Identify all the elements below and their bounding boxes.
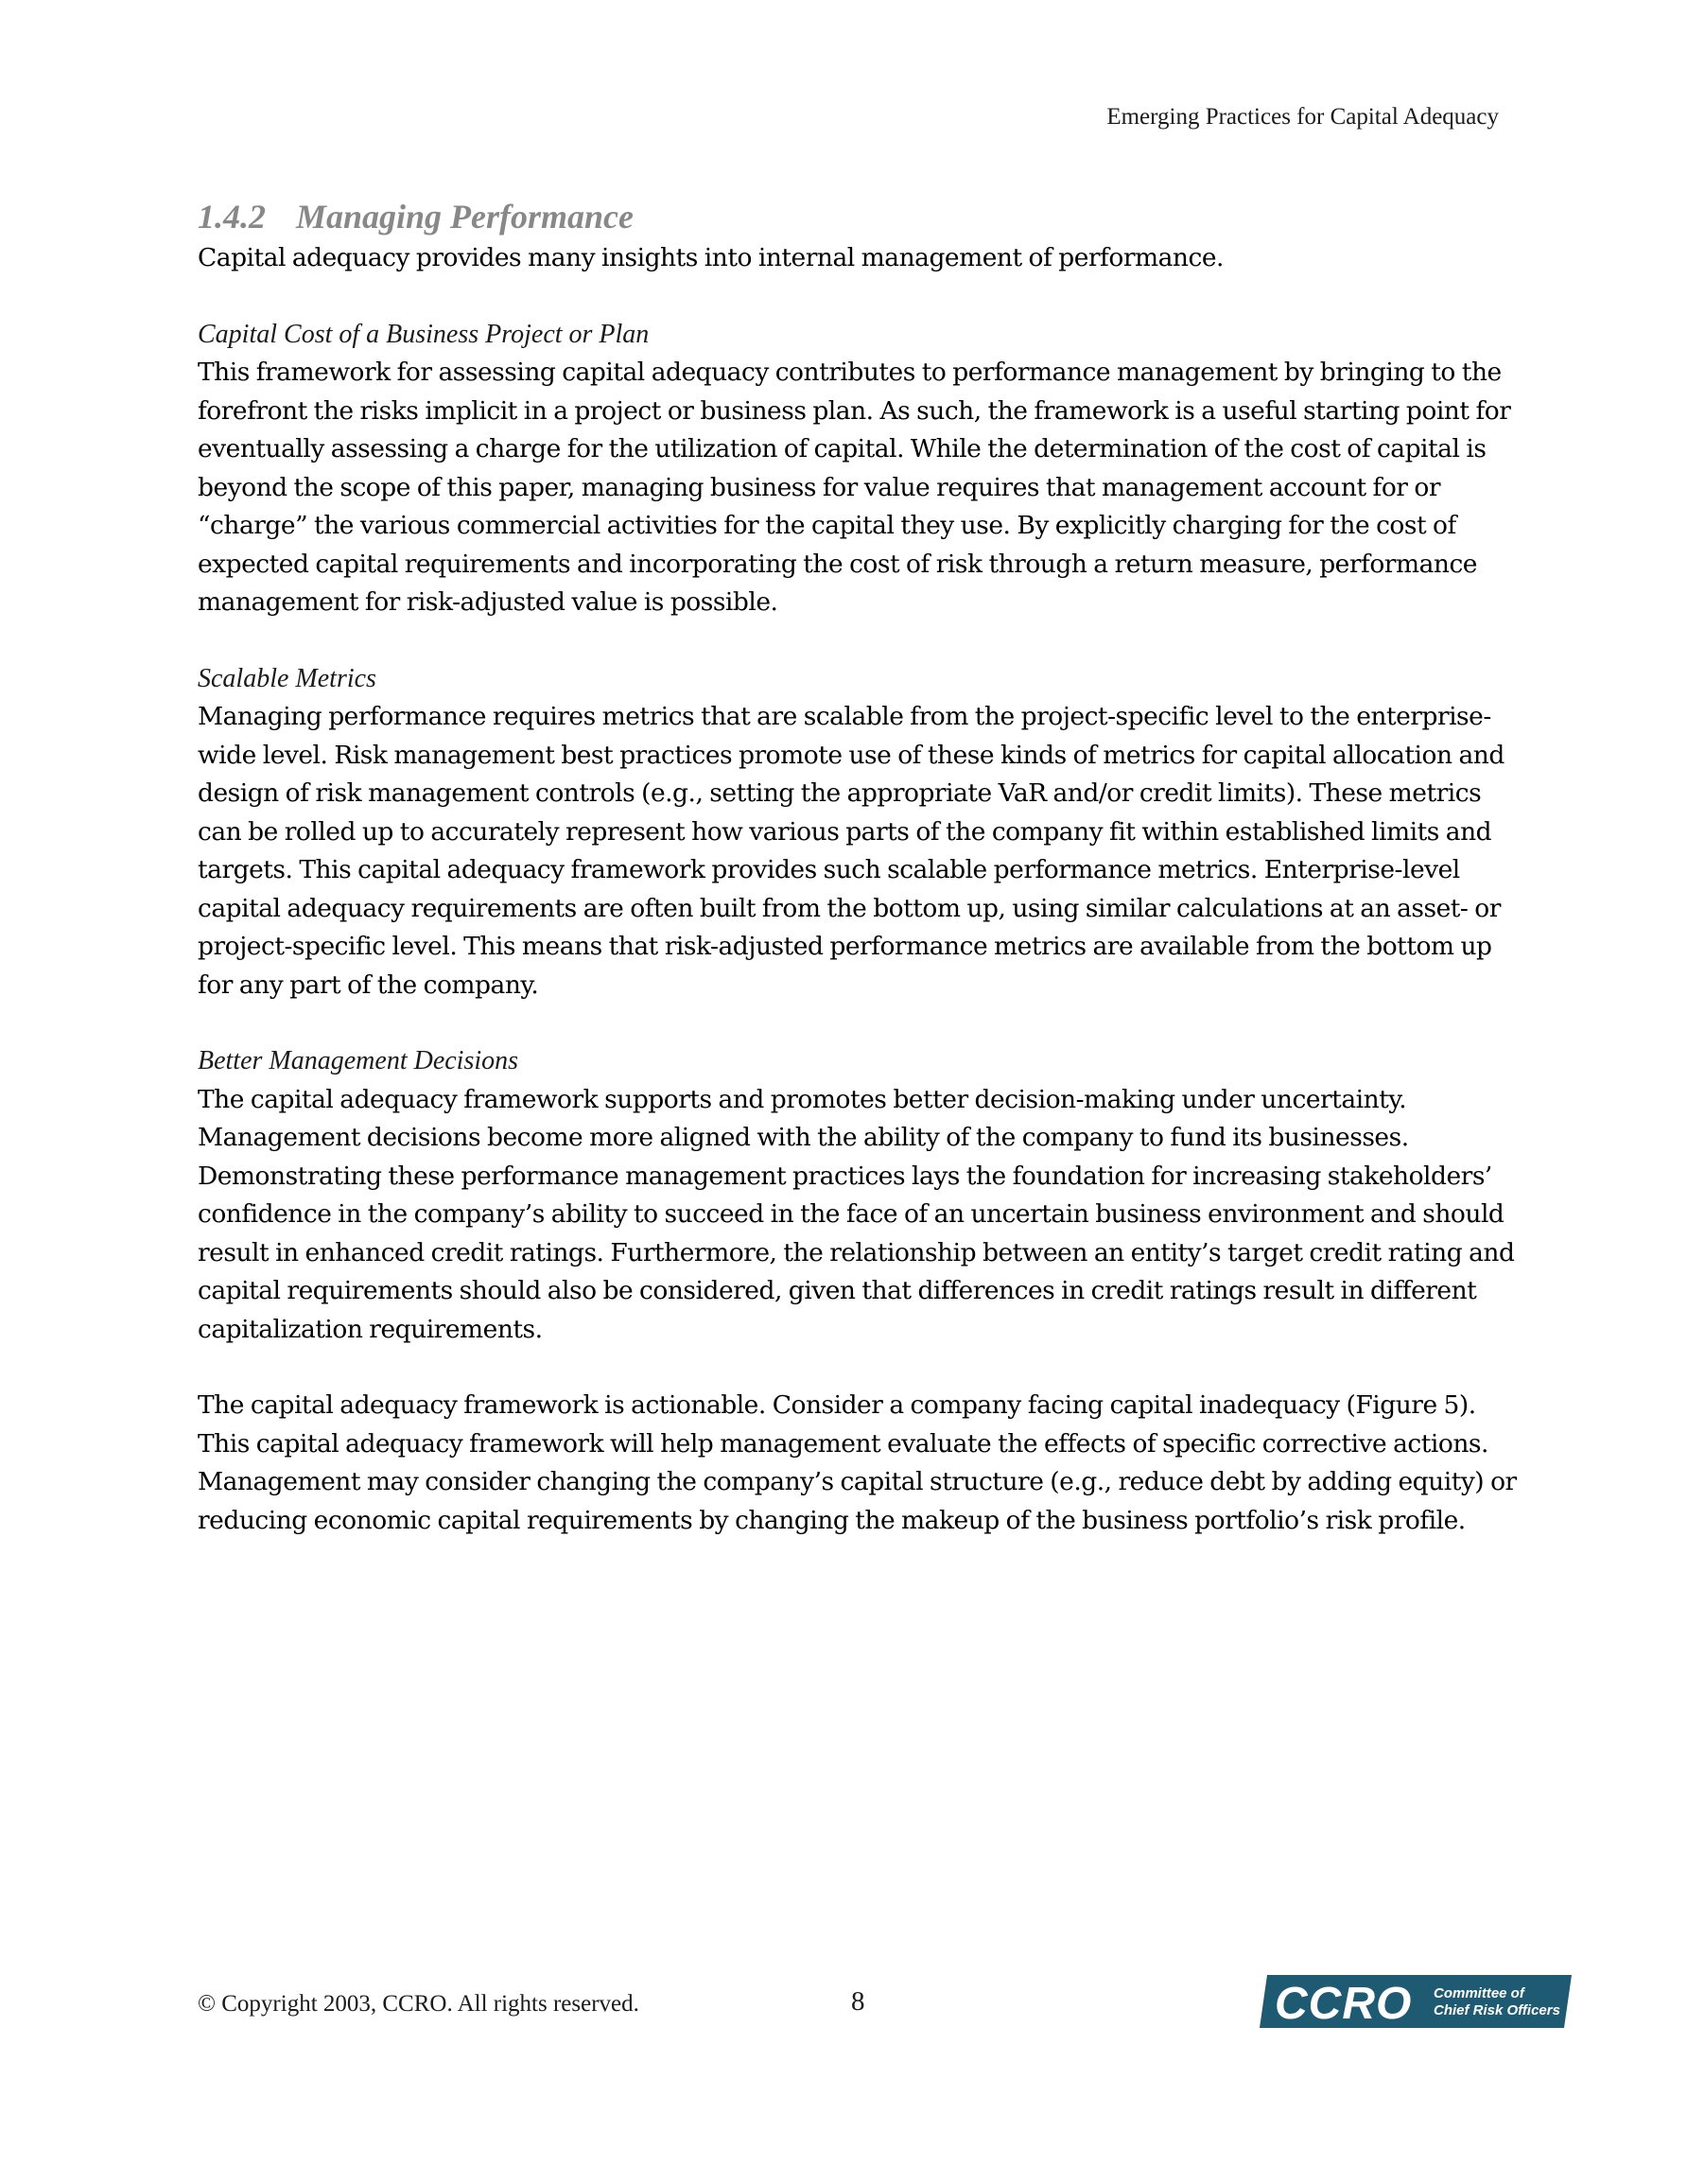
subsection-heading-better-decisions: Better Management Decisions bbox=[198, 1046, 519, 1075]
logo-tagline-line1: Committee of bbox=[1434, 1985, 1524, 2001]
subsection-heading-capital-cost: Capital Cost of a Business Project or Plan bbox=[198, 319, 650, 349]
section-intro: Capital adequacy provides many insights into internal management of performance. bbox=[198, 243, 1224, 272]
section-title: Managing Performance bbox=[296, 198, 635, 236]
footer-copyright: © Copyright 2003, CCRO. All rights reserved. bbox=[198, 1991, 639, 2017]
page-content bbox=[198, 194, 1517, 1540]
running-header: Emerging Practices for Capital Adequacy bbox=[1106, 104, 1499, 130]
paragraph-closing: The capital adequacy framework is actionable. Consider a company facing capital inadequacy (Figure 5). This capital adequacy framework will help management evaluate the effects of specific corrective actions. Management may consider changing the company’s capital structure (e.g., reduce debt by adding equity) or reducing economic capital requirements by changing the makeup of the business portfolio’s risk profile. bbox=[198, 1390, 1517, 1535]
subsection-heading-scalable-metrics: Scalable Metrics bbox=[198, 663, 376, 693]
ccro-logo bbox=[1260, 1975, 1572, 2028]
logo-wordmark: CCRO bbox=[1275, 1979, 1413, 2028]
page-number: 8 bbox=[851, 1986, 865, 2017]
paragraph-capital-cost: This framework for assessing capital adequacy contributes to performance management by bringing to the forefront the risks implicit in a project or business plan. As such, the framework is a useful starting point for eventually assessing a charge for the utilization of capital. While the determination of the cost of capital is beyond the scope of this paper, managing business for value requires that management account for or “charge” the various commercial activities for the capital they use. By explicitly charging for the cost of expected capital requirements and incorporating the cost of risk through a return measure, performance management for risk-adjusted value is possible. bbox=[198, 358, 1511, 617]
logo-tagline-line2: Chief Risk Officers bbox=[1434, 2002, 1560, 2018]
section-heading bbox=[198, 194, 1517, 239]
paragraph-better-decisions: The capital adequacy framework supports and promotes better decision-making under uncertainty. Management decisions become more aligned with the ability of the company to fund its businesses. Demonstrating these performance management practices lays the foundation for increasing stakeholders’ confidence in the company’s ability to succeed in the face of an uncertain business environment and should result in enhanced credit ratings. Furthermore, the relationship between an entity’s target credit rating and capital requirements should also be considered, given that differences in credit ratings result in different capitalization requirements. bbox=[198, 1084, 1515, 1344]
paragraph-scalable-metrics: Managing performance requires metrics that are scalable from the project-specific level to the enterprise-wide level. Risk management best practices promote use of these kinds of metrics for capital allocation and design of risk management controls (e.g., setting the appropriate VaR and/or credit limits). These metrics can be rolled up to accurately represent how various parts of the company fit within established limits and targets. This capital adequacy framework provides such scalable performance metrics. Enterprise-level capital adequacy requirements are often built from the bottom up, using similar calculations at an asset- or project-specific level. This means that risk-adjusted performance metrics are available from the bottom up for any part of the company. bbox=[198, 702, 1504, 1000]
section-number: 1.4.2 bbox=[198, 198, 266, 236]
